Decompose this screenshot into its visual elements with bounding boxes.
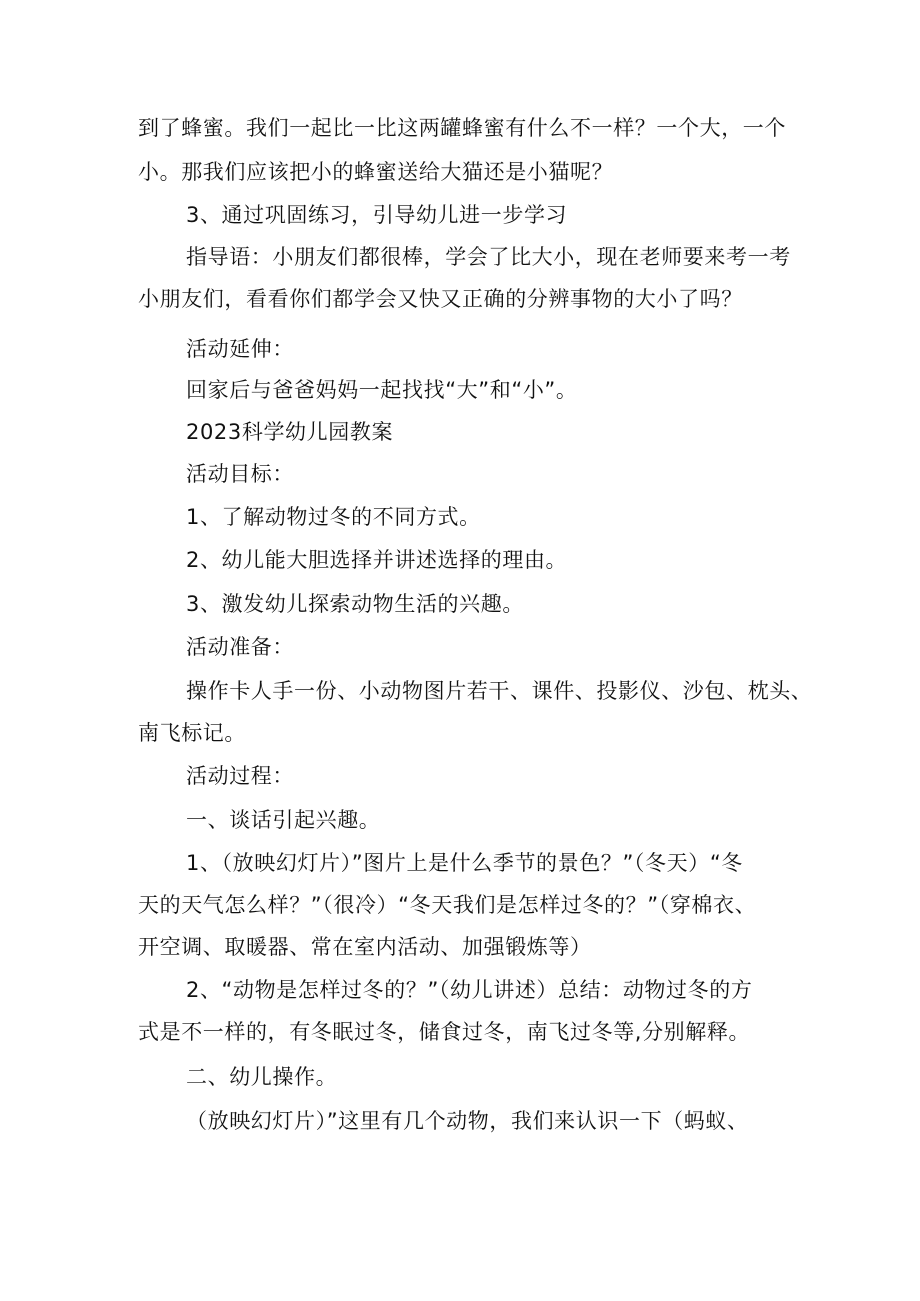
paragraph-line: 开空调、取暖器、常在室内活动、加强锻炼等） [138,935,592,959]
list-item: 2、幼儿能大胆选择并讲述选择的理由。 [186,548,568,572]
paragraph-line: （放映幻灯片）”这里有几个动物，我们来认识一下（蚂蚁、 [186,1109,749,1133]
paragraph-line: 操作卡人手一份、小动物图片若干、课件、投影仪、沙包、枕头、 [186,679,813,703]
list-item: 3、激发幼儿探索动物生活的兴趣。 [186,592,524,616]
paragraph-line: 指导语：小朋友们都很棒，学会了比大小，现在老师要来考一考 [186,245,791,269]
section-heading: 活动目标： [186,462,294,486]
step-heading: 3、通过巩固练习，引导幼儿进一步学习 [186,203,568,227]
step-heading: 一、谈话引起兴趣。 [186,808,381,832]
paragraph-line: 式是不一样的，有冬眠过冬，储食过冬，南飞过冬等,分别解释。 [138,1020,751,1044]
paragraph-line: 回家后与爸爸妈妈一起找找“大”和“小”。 [186,378,578,402]
paragraph-line: 小朋友们，看看你们都学会又快又正确的分辨事物的大小了吗？ [138,287,743,311]
paragraph-line: 天的天气怎么样？”（很冷）“冬天我们是怎样过冬的？”（穿棉衣、 [138,893,757,917]
step-heading: 二、幼儿操作。 [186,1065,338,1089]
section-heading: 活动延伸： [186,337,294,361]
paragraph-line: 2、“动物是怎样过冬的？”（幼儿讲述）总结：动物过冬的方 [186,978,753,1002]
list-item: 1、了解动物过冬的不同方式。 [186,505,481,529]
document-title: 2023科学幼儿园教案 [186,420,394,444]
section-heading: 活动过程： [186,764,294,788]
paragraph-line: 南飞标记。 [138,721,246,745]
paragraph-line: 小。那我们应该把小的蜂蜜送给大猫还是小猫呢？ [138,160,614,184]
paragraph-line: 到了蜂蜜。我们一起比一比这两罐蜂蜜有什么不一样？一个大，一个 [138,116,786,140]
section-heading: 活动准备： [186,635,294,659]
paragraph-line: 1、（放映幻灯片）”图片上是什么季节的景色？”（冬天）“冬 [186,851,743,875]
